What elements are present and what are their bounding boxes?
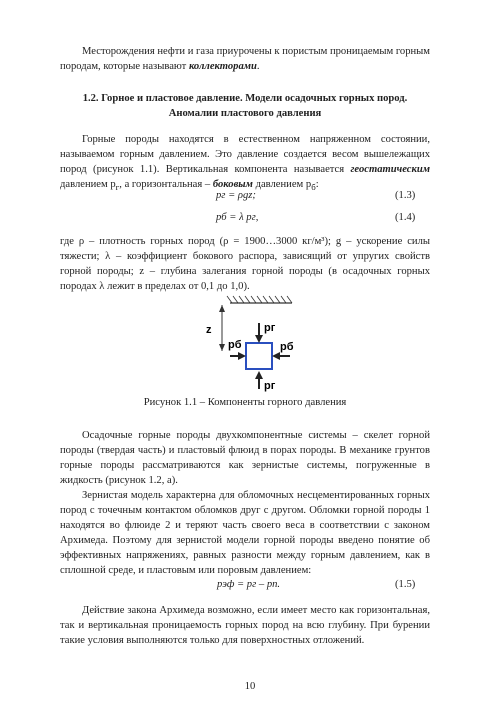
arrow-pb-right <box>272 352 290 360</box>
section-heading-line2: Аномалии пластового давления <box>168 108 322 119</box>
paragraph-variables: где ρ – плотность горных пород (ρ = 1900…3000 кг/м³); g – ускорение силы тяжести; λ – коэффициент бокового распора, зависящий от упругих свойств горной породы; z – глубина залегания горной породы (в осадочных горных породах λ лежит в пределах от 0,1 до 1,0). <box>60 236 430 292</box>
equation-1-4-number: (1.4) <box>395 212 416 223</box>
label-z: z <box>206 324 212 336</box>
arrow-pb-left <box>230 352 246 360</box>
section-heading-line1: 1.2. Горное и пластовое давление. Модели осадочных горных пород. <box>82 93 408 104</box>
figure-caption: Рисунок 1.1 – Компоненты горного давления <box>143 397 347 408</box>
intro-paragraph: Месторождения нефти и газа приурочены к пористым проницаемым горным породам, которые называют коллекторами. <box>60 46 430 72</box>
label-pg-top: pг <box>264 322 276 334</box>
equation-1-5-number: (1.5) <box>395 579 416 590</box>
paragraph-sedimentary-rocks: Осадочные горные породы двухкомпонентные системы – скелет горной породы (твердая часть) и пластовый флюид в порах породы. В механике грунтов горные породы рассматриваются как зернистые системы, погруженные в жидкость (рисунок 1.2, а). <box>60 430 430 486</box>
paragraph-granular-model: Зернистая модель характерна для обломочных несцементированных горных пород с точечным контактом обломков друг с другом. Обломки горной породы 1 находятся во флюиде 2 и теряют часть своего веса в соответствии с законом Архимеда. Поэтому для зернистой модели горной породы введено понятие об эффективных напряжениях, равных разности между горным давлением, как в сплошной среде, и пластовым или поровым давлением: <box>60 490 430 576</box>
rock-element-box <box>246 343 272 369</box>
paragraph-archimedes: Действие закона Архимеда возможно, если имеет место как горизонтальная, так и вертикальная проницаемость горных пород на всю глубину. При бурении такие условия выполняются только для поверхностных отложений. <box>60 605 430 646</box>
term-collectors: коллекторами <box>188 61 257 72</box>
equation-1-4: pб = λ pг, <box>216 212 259 223</box>
label-pg-bottom: pг <box>264 380 276 392</box>
arrow-pg-top <box>255 323 263 343</box>
term-geostatic: геостатическим <box>350 164 430 175</box>
ground-surface <box>227 296 292 303</box>
label-pb-left: pб <box>228 339 242 351</box>
depth-z-arrow <box>219 305 225 351</box>
figure-rock-pressure-diagram <box>200 293 320 393</box>
paragraph-rock-pressure: Горные породы находятся в естественном напряженном состоянии, называемом горным давлением. Это давление создается весом вышележащих пород (рисунок 1.1). Вертикальная компонента называется геостатическим давлением $p_г$, а горизонтальная – боковым давлением $p_б$: <box>60 134 430 193</box>
label-pb-right: pб <box>280 341 294 353</box>
equation-1-3: pг = ρgz; <box>216 190 256 201</box>
term-lateral: боковым <box>212 179 253 190</box>
equation-1-5: pэф = pг – pп. <box>217 579 281 590</box>
arrow-pg-bottom <box>255 371 263 389</box>
equation-1-3-number: (1.3) <box>395 190 416 201</box>
page-number: 10 <box>244 681 256 692</box>
